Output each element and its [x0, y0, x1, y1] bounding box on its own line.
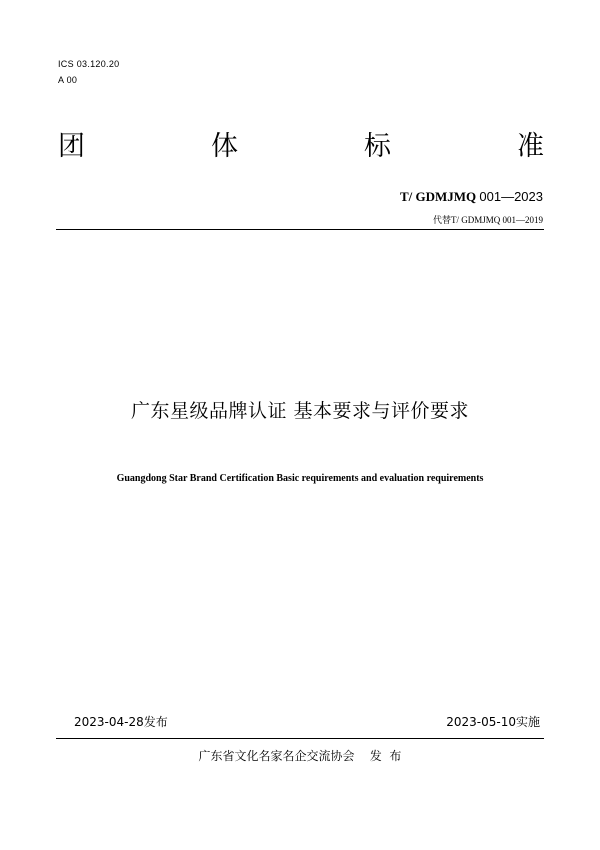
implementation-date: 2023-05-10实施: [446, 715, 540, 729]
standard-type-char: 体: [211, 131, 238, 162]
issue-date: 2023-04-28发布: [74, 715, 168, 729]
standard-type-char: 标: [364, 131, 391, 162]
top-divider: [56, 229, 544, 230]
standard-code-number: 001—2023: [479, 189, 543, 204]
replaces-note: 代替T/ GDMJMQ 001—2019: [432, 215, 543, 225]
document-title-chinese: 广东星级品牌认证 基本要求与评价要求: [130, 400, 470, 422]
standard-type-char: 准: [517, 131, 544, 162]
ccs-code: A 00: [58, 75, 78, 85]
standard-code-prefix: T/ GDMJMQ: [399, 189, 477, 204]
publisher: [0, 747, 600, 765]
standard-type-char: 团: [58, 131, 85, 162]
publisher-text: 广东省文化名家名企交流协会 发 布: [198, 749, 402, 763]
standard-type-heading: [58, 130, 544, 164]
document-title-english: Guangdong Star Brand Certification Basic requirements and evaluation requirements: [116, 473, 484, 484]
ics-code: ICS 03.120.20: [58, 59, 120, 69]
bottom-divider: [56, 738, 544, 739]
standard-code: [400, 189, 543, 205]
